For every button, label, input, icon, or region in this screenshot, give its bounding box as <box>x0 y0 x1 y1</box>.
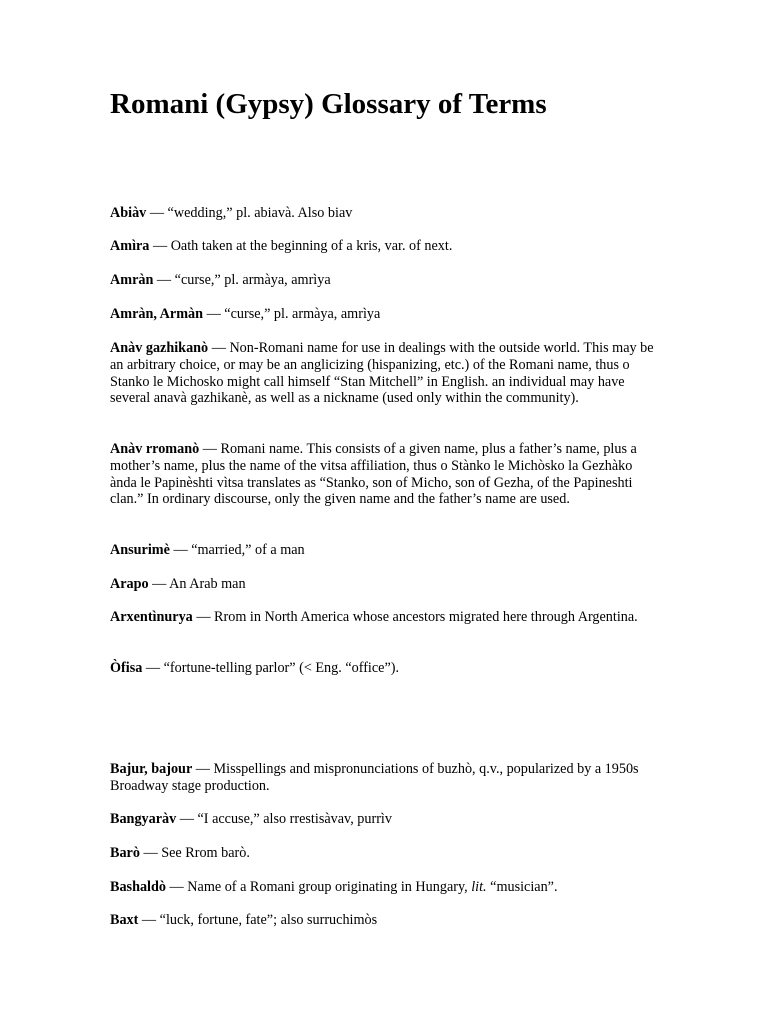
entry-definition: — See Rrom barò. <box>139 845 250 861</box>
glossary-entry <box>110 542 658 559</box>
glossary-entry <box>110 205 658 222</box>
entry-term: Bashaldò <box>110 879 166 895</box>
glossary-entry <box>110 811 658 828</box>
entry-term: Amràn <box>110 272 154 288</box>
entry-term: Arxentìnurya <box>110 609 193 625</box>
glossary-entry <box>110 441 658 508</box>
entry-definition: — Non-Romani name for use in dealings with the outside world. This may be an arbitrary choice, or may be an anglicizing (hispanizing, etc.) of the Romani name, thus o Stanko le Michosko might call himself “Stan Mitchell” in English. an individual may have several anavà gazhikanè, as well as a nickname (used only within the community). <box>110 340 654 407</box>
entry-term: Amràn, Armàn <box>110 306 204 322</box>
entry-term: Anàv gazhikanò <box>110 340 209 356</box>
glossary-entry <box>110 609 658 626</box>
entry-definition <box>166 879 558 895</box>
document-title: Romani (Gypsy) Glossary of Terms <box>110 88 547 120</box>
entry-term: Anàv rromanò <box>110 441 200 457</box>
entry-term: Bangyaràv <box>110 811 177 827</box>
entry-term: Barò <box>110 845 140 861</box>
entry-term: Amìra <box>110 238 150 254</box>
definition-text: — Name of a Romani group originating in Hungary, <box>166 879 472 895</box>
entry-definition: — “wedding,” pl. abiavà. Also biav <box>146 205 353 221</box>
entry-definition: — Rrom in North America whose ancestors migrated here through Argentina. <box>192 609 638 625</box>
entry-definition: — Misspellings and mispronunciations of buzhò, q.v., popularized by a 1950s Broadway stage production. <box>110 761 639 794</box>
glossary-entry <box>110 660 658 677</box>
glossary-entry <box>110 238 658 255</box>
definition-italic-text: lit. <box>471 879 487 895</box>
glossary-entry <box>110 340 658 407</box>
entry-term: Ansurimè <box>110 542 170 558</box>
entry-definition: — “I accuse,” also rrestisàvav, purrìv <box>176 811 392 827</box>
glossary-entry <box>110 306 658 323</box>
glossary-entry <box>110 272 658 289</box>
entry-definition: — Oath taken at the beginning of a kris, var. of next. <box>149 238 453 254</box>
glossary-entry <box>110 845 658 862</box>
entry-definition: — “fortune-telling parlor” (< Eng. “office”). <box>142 660 400 676</box>
glossary-entry <box>110 576 658 593</box>
entry-definition: — “curse,” pl. armàya, amrìya <box>153 272 331 288</box>
entry-term: Bajur, bajour <box>110 761 193 777</box>
entry-definition: — An Arab man <box>148 576 246 592</box>
glossary-entry <box>110 761 658 795</box>
entry-definition: — Romani name. This consists of a given name, plus a father’s name, plus a mother’s name, plus the name of the vitsa affiliation, thus o Stànko le Michòsko la Gezhàko ànda le Papinèshti vìtsa translates as “Stanko, son of Micho, son of Gezha, of the Papineshti clan.” In ordinary discourse, only the given name and the father’s name are used. <box>110 441 637 508</box>
glossary-entry <box>110 912 658 929</box>
entry-term: Òfisa <box>110 660 143 676</box>
entry-definition: — “luck, fortune, fate”; also surruchimòs <box>138 912 378 928</box>
entry-definition: — “curse,” pl. armàya, amrìya <box>203 306 381 322</box>
entry-term: Baxt <box>110 912 139 928</box>
entry-term: Arapo <box>110 576 149 592</box>
entry-term: Abiàv <box>110 205 147 221</box>
glossary-entry <box>110 879 658 896</box>
definition-text: “musician”. <box>486 879 558 895</box>
entry-definition: — “married,” of a man <box>169 542 305 558</box>
